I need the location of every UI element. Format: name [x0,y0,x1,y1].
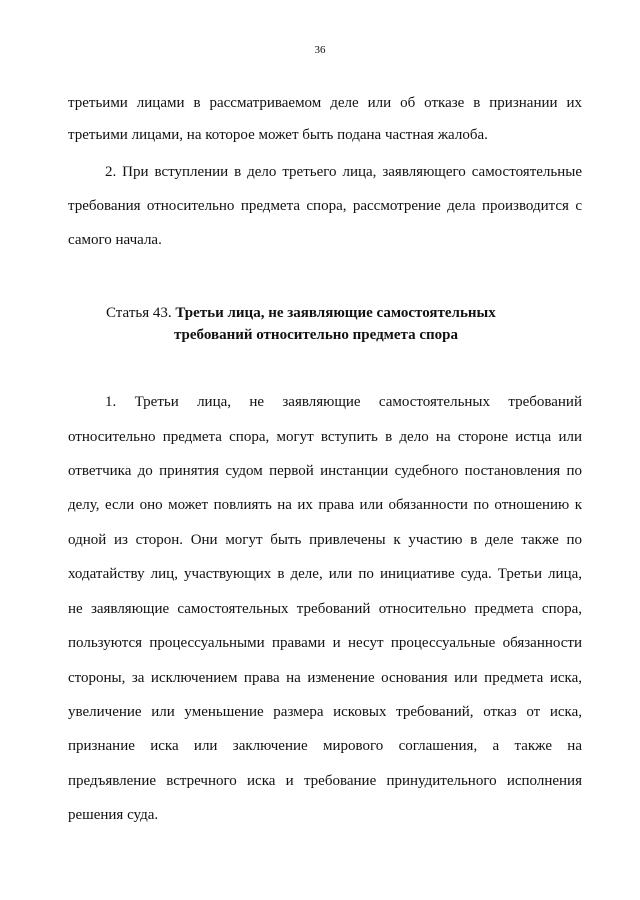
paragraph-1-line-2: третьими лицами, на которое может быть подана частная жалоба. [68,127,488,143]
article-text-line-6: ходатайству лиц, участвующих в деле, или по инициативе суда. Третьи лица, [68,566,582,582]
article-text-line-10: увеличение или уменьшение размера исковых требований, отказ от иска, [68,704,582,720]
article-text-line-1: 1. Третьи лица, не заявляющие самостоятельных требований [105,394,582,410]
paragraph-2-line-1: 2. При вступлении в дело третьего лица, заявляющего самостоятельные [105,164,582,180]
article-text-line-3: ответчика до принятия судом первой инстанции судебного постановления по [68,463,582,479]
article-title-line-1: Третьи лица, не заявляющие самостоятельных [175,305,496,321]
article-text-line-11: признание иска или заключение мирового соглашения, а также на [68,738,582,754]
article-text-line-7: не заявляющие самостоятельных требований относительно предмета спора, [68,601,582,617]
article-text-line-13: решения суда. [68,807,159,823]
article-label: Статья 43. [106,305,172,321]
article-text-line-12: предъявление встречного иска и требование принудительного исполнения [68,773,582,789]
article-text-line-4: делу, если оно может повлиять на их права или обязанности по отношению к [68,497,582,513]
article-text-line-2: относительно предмета спора, могут вступить в дело на стороне истца или [68,429,582,445]
article-text-line-8: пользуются процессуальными правами и несут процессуальные обязанности [68,635,582,651]
paragraph-2-line-3: самого начала. [68,232,162,248]
paragraph-2-line-2: требования относительно предмета спора, рассмотрение дела производится с [68,198,582,214]
page-number: 36 [314,44,326,56]
article-text-line-9: стороны, за исключением права на изменение основания или предмета иска, [68,670,582,686]
paragraph-1-line-1: третьими лицами в рассматриваемом деле или об отказе в признании их [68,95,582,111]
article-text-line-5: одной из сторон. Они могут быть привлечены к участию в деле также по [68,532,582,548]
article-heading-line-1 [106,304,496,322]
article-title-line-2: требований относительно предмета спора [174,327,458,343]
